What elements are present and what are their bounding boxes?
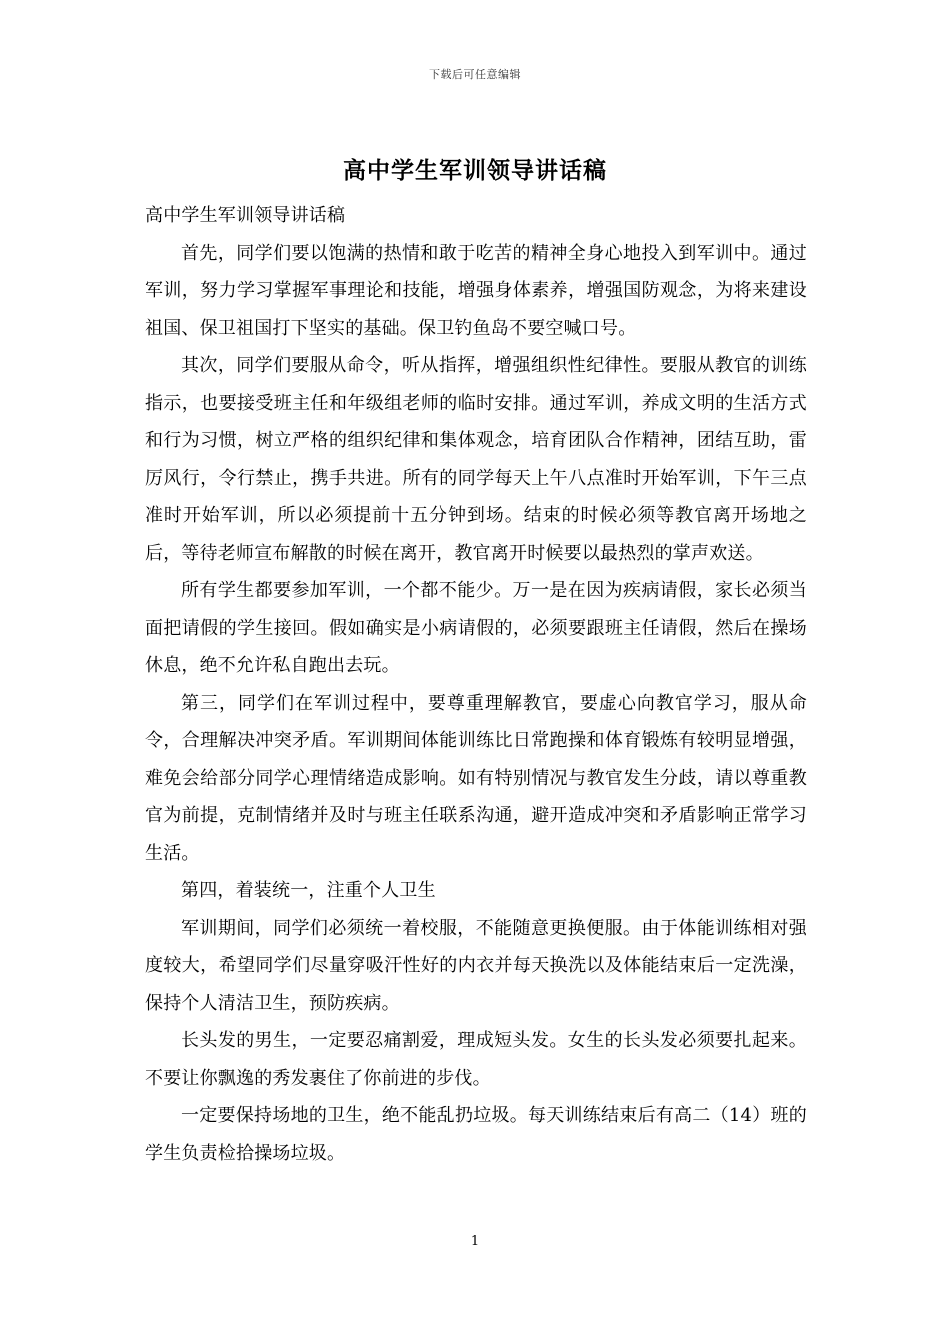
document-body bbox=[145, 197, 807, 1172]
paragraph: 第三，同学们在军训过程中，要尊重理解教官，要虚心向教官学习，服从命令，合理解决冲突矛盾。军训期间体能训练比日常跑操和体育锻炼有较明显增强，难免会给部分同学心理情绪造成影响。如有特别情况与教官发生分歧，请以尊重教官为前提，克制情绪并及时与班主任联系沟通，避开造成冲突和矛盾影响正常学习生活。 bbox=[145, 692, 807, 864]
page-header: 下载后可任意编辑 bbox=[429, 68, 521, 81]
paragraph: 其次，同学们要服从命令，听从指挥，增强组织性纪律性。要服从教官的训练指示，也要接受班主任和年级组老师的临时安排。通过军训，养成文明的生活方式和行为习惯，树立严格的组织纪律和集体观念，培育团队合作精神，团结互助，雷厉风行，令行禁止，携手共进。所有的同学每天上午八点准时开始军训，下午三点准时开始军训，所以必须提前十五分钟到场。结束的时候必须等教官离开场地之后，等待老师宣布解散的时候在离开，教官离开时候要以最热烈的掌声欢送。 bbox=[145, 355, 807, 564]
paragraph: 一定要保持场地的卫生，绝不能乱扔垃圾。每天训练结束后有高二（14）班的学生负责检拾操场垃圾。 bbox=[145, 1105, 807, 1164]
document-title: 高中学生军训领导讲话稿 bbox=[343, 158, 607, 184]
paragraph: 首先，同学们要以饱满的热情和敢于吃苦的精神全身心地投入到军训中。通过军训，努力学习掌握军事理论和技能，增强身体素养，增强国防观念，为将来建设祖国、保卫祖国打下坚实的基础。保卫钓鱼岛不要空喊口号。 bbox=[145, 242, 807, 339]
paragraph: 所有学生都要参加军训，一个都不能少。万一是在因为疾病请假，家长必须当面把请假的学生接回。假如确实是小病请假的，必须要跟班主任请假，然后在操场休息，绝不允许私自跑出去玩。 bbox=[145, 580, 807, 676]
paragraph: 长头发的男生，一定要忍痛割爱，理成短头发。女生的长头发必须要扎起来。不要让你飘逸的秀发裹住了你前进的步伐。 bbox=[145, 1030, 807, 1089]
paragraph-heading: 第四，着装统一，注重个人卫生 bbox=[181, 880, 436, 901]
paragraph-subtitle: 高中学生军训领导讲话稿 bbox=[145, 205, 346, 226]
paragraph: 军训期间，同学们必须统一着校服，不能随意更换便服。由于体能训练相对强度较大，希望同学们尽量穿吸汗性好的内衣并每天换洗以及体能结束后一定洗澡，保持个人清洁卫生，预防疾病。 bbox=[145, 917, 807, 1014]
page-number: 1 bbox=[470, 1234, 480, 1249]
